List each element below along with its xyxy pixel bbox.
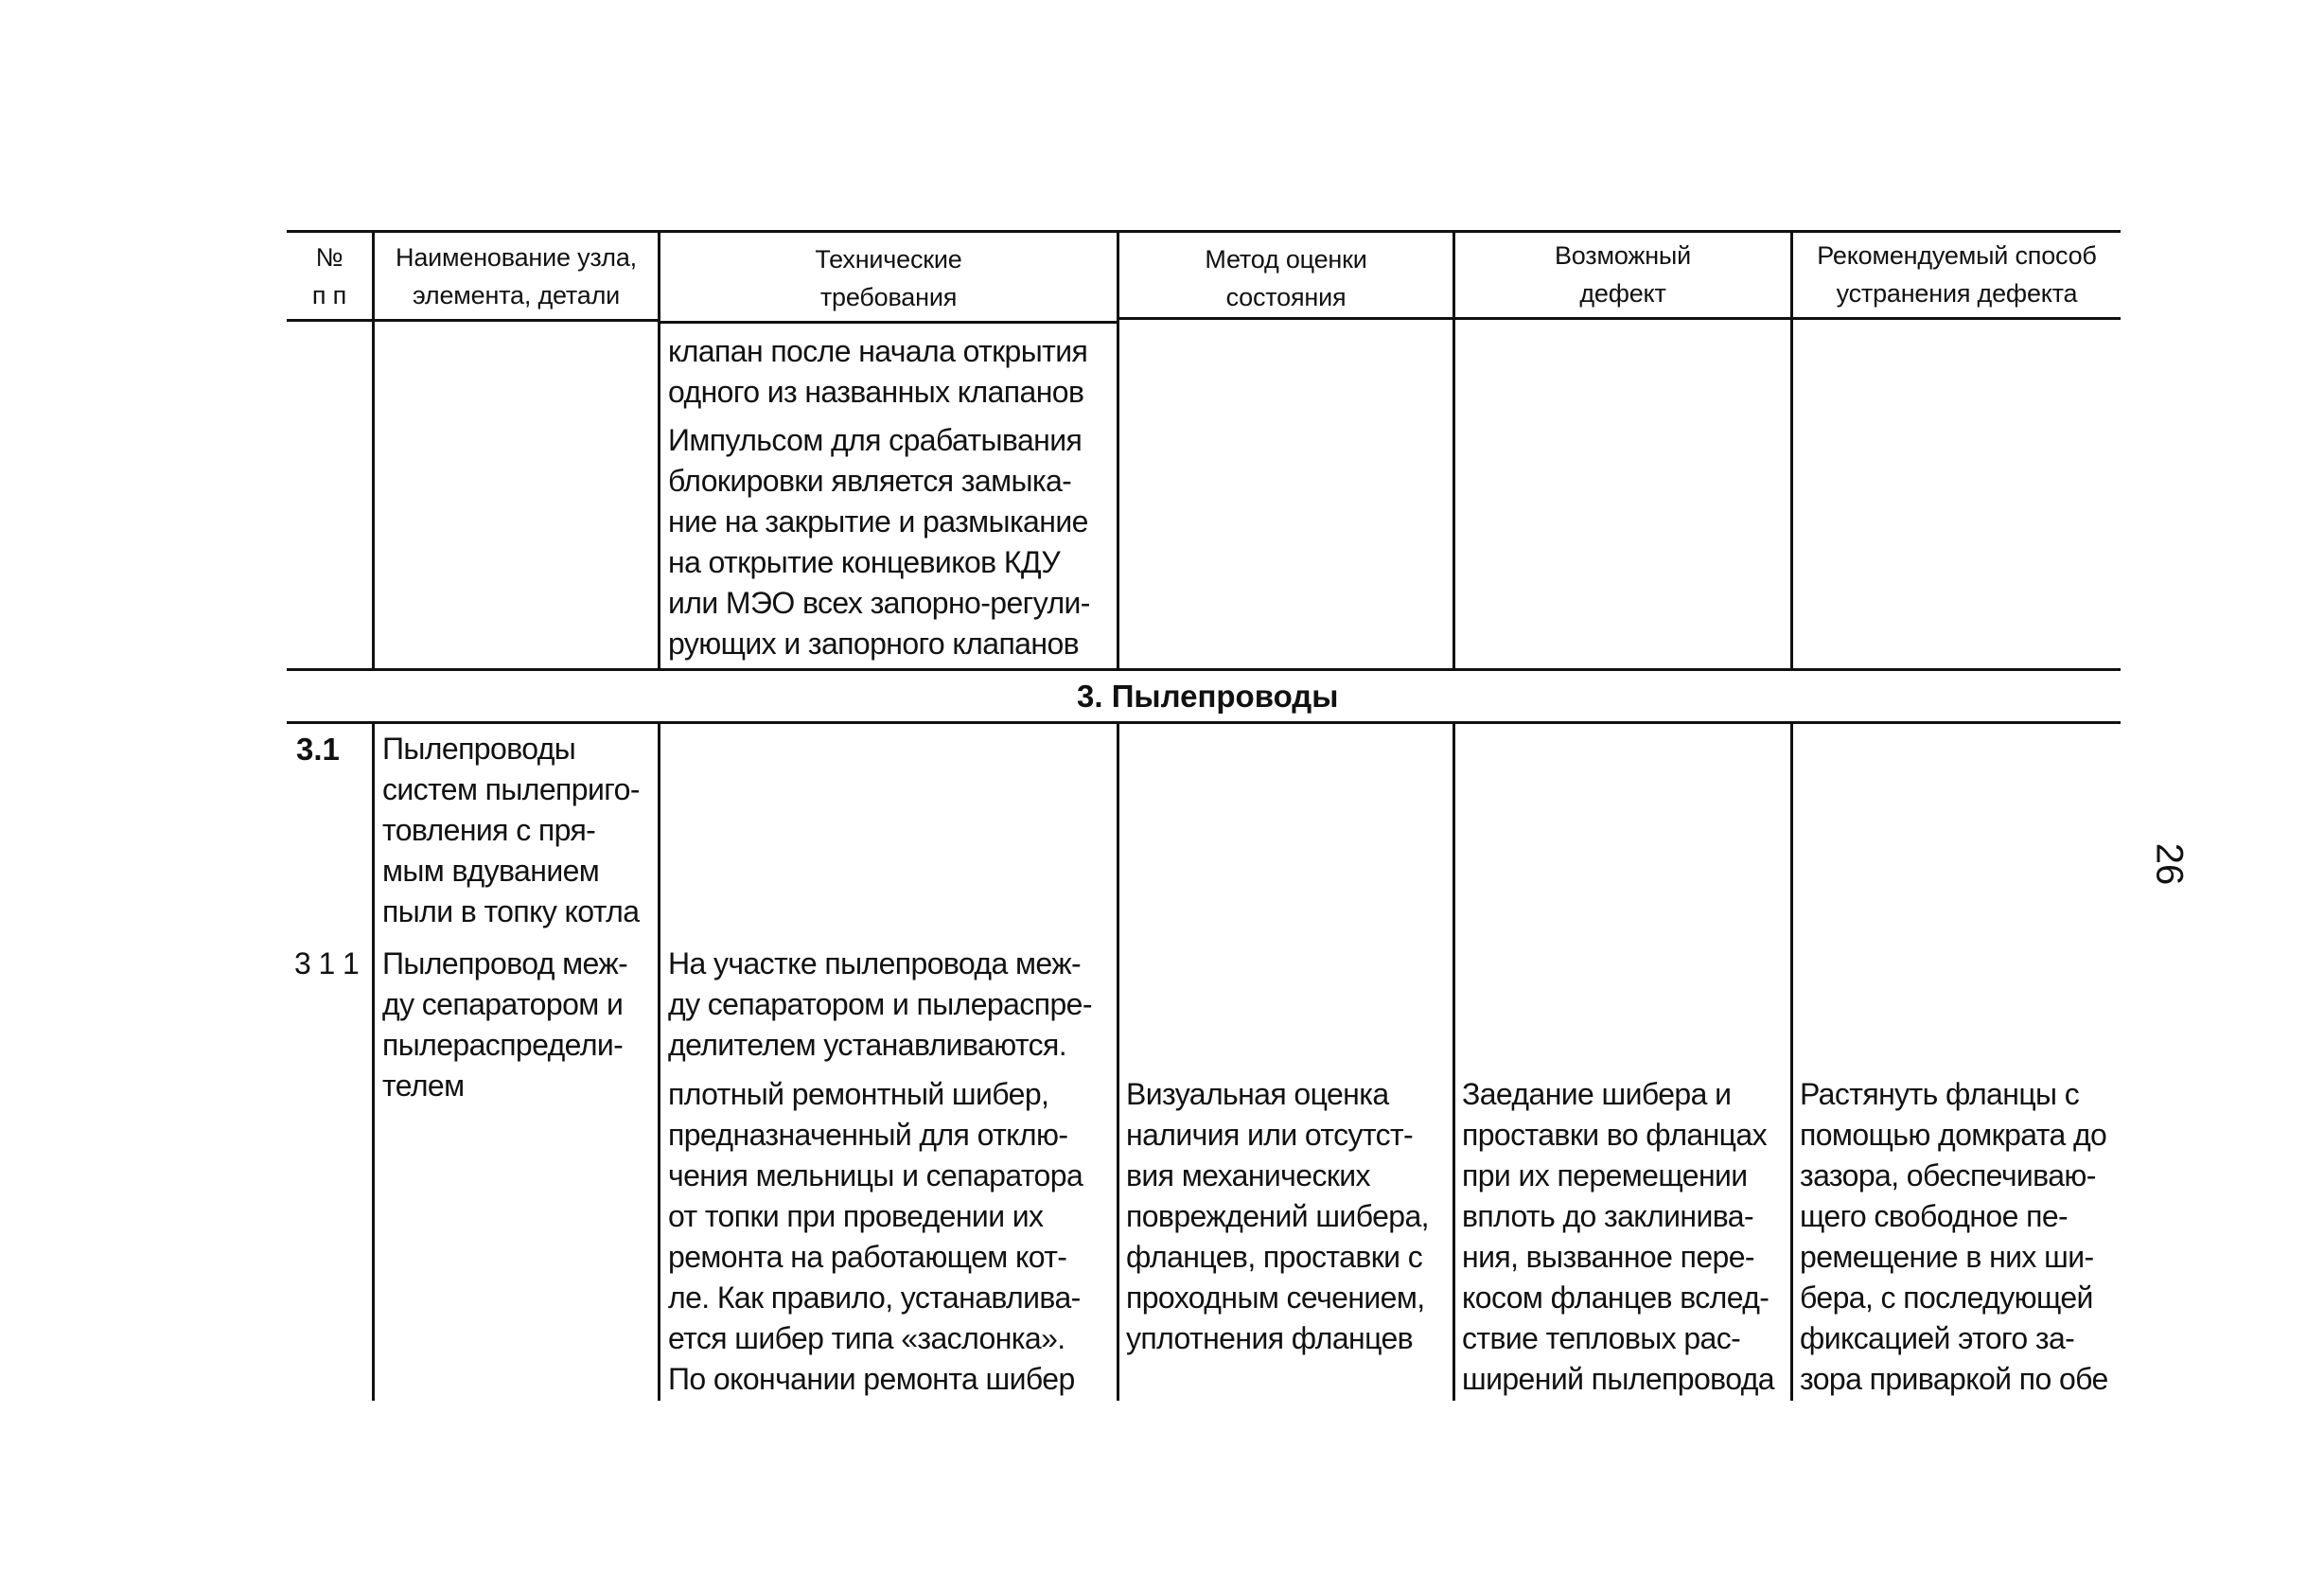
col-divider-5-lower	[1790, 721, 1793, 1401]
row-3-1-1-name	[382, 944, 627, 1106]
header-bottom-rule-left	[287, 319, 658, 322]
header-col-defect-line1: Возможный	[1554, 241, 1692, 270]
row-3-1-1-tech-line: На участке пылепровода меж-	[668, 946, 1082, 980]
row-3-1-1-method-line: наличия или отсутст-	[1126, 1118, 1414, 1152]
row-3-1-1-remedy-line: помощью домкрата до	[1800, 1118, 2107, 1152]
header-col-method	[1119, 240, 1452, 316]
continuation-tech-line: или МЭО всех запорно-регули-	[668, 586, 1090, 620]
header-col-defect-line2: дефект	[1579, 279, 1666, 308]
row-3-1-1-tech-line: ле. Как правило, устанавлива-	[668, 1281, 1081, 1315]
header-bottom-rule-tech	[658, 321, 1117, 324]
row-3-1-1-defect-line: ния, вызванное пере-	[1462, 1240, 1754, 1274]
header-col-name-line2: элемента, детали	[412, 281, 621, 309]
row-3-1-1-defect-text	[1462, 1074, 1774, 1400]
row-3-1-1-method-line: проходным сечением,	[1126, 1281, 1425, 1315]
header-bottom-rule-right	[1117, 317, 2121, 320]
row-3-1-1-tech-line: ду сепаратором и пылераспре-	[668, 987, 1092, 1021]
row-3-1-1-name-line: Пылепровод меж-	[382, 946, 628, 980]
row-3-1-1-defect-line: Заедание шибера и	[1462, 1077, 1732, 1111]
row-3-1-1-tech-line: ремонта на работающем кот-	[668, 1240, 1067, 1274]
header-col-remedy	[1793, 237, 2121, 312]
row-3-1-1-tech-text-b	[668, 1074, 1083, 1400]
row-3-1-1-tech-line: По окончании ремонта шибер	[668, 1362, 1075, 1396]
row-3-1-1-remedy-line: Растянуть фланцы с	[1800, 1077, 2080, 1111]
continuation-tech-line: одного из названных клапанов	[668, 375, 1084, 409]
section-title: 3. Пылепроводы	[1077, 679, 1339, 714]
row-3-1-name	[382, 729, 640, 932]
row-3-1-1-remedy-line: зазора, обеспечиваю-	[1800, 1158, 2096, 1192]
header-col-number-line2: п п	[311, 281, 347, 309]
continuation-tech-line: Импульсом для срабатывания	[668, 423, 1083, 457]
header-col-tech-line2: требования	[819, 283, 958, 311]
col-divider-2-lower	[658, 721, 660, 1401]
section-top-rule	[287, 668, 2121, 671]
section-bottom-rule	[287, 721, 2121, 724]
row-3-1-1-defect-line: ширений пылепровода	[1462, 1362, 1774, 1396]
continuation-tech-line: на открытие концевиков КДУ	[668, 545, 1061, 579]
row-3-1-name-line: мым вдуванием	[382, 854, 600, 888]
row-3-1-name-line: Пылепроводы	[382, 732, 576, 766]
row-3-1-1-defect-line: ствие тепловых рас-	[1462, 1321, 1741, 1355]
row-3-1-1-defect-line: при их перемещении	[1462, 1158, 1748, 1192]
header-col-method-line1: Метод оценки	[1205, 245, 1367, 274]
row-3-1-1-method-line: Визуальная оценка	[1126, 1077, 1389, 1111]
row-3-1-name-line: товления с пря-	[382, 813, 596, 847]
row-3-1-1-method-line: повреждений шибера,	[1126, 1199, 1429, 1233]
row-3-1-1-remedy-line: бера, с последующей	[1800, 1281, 2093, 1315]
header-col-name	[375, 238, 658, 314]
row-3-1-1-tech-line: ется шибер типа «заслонка».	[668, 1321, 1065, 1355]
row-3-1-1-name-line: ду сепаратором и	[382, 987, 624, 1021]
col-divider-3-lower	[1117, 721, 1119, 1401]
row-3-1-1-name-line: пылераспредели-	[382, 1028, 624, 1062]
row-3-1-1-defect-line: вплоть до заклинива-	[1462, 1199, 1754, 1233]
row-3-1-1-remedy-line: фиксацией этого за-	[1800, 1321, 2075, 1355]
row-3-1-1-tech-text-a	[668, 944, 1092, 1066]
continuation-tech-line: рующих и запорного клапанов	[668, 627, 1080, 661]
row-3-1-1-method-text	[1126, 1074, 1429, 1359]
row-3-1-1-method-line: фланцев, проставки с	[1126, 1240, 1423, 1274]
row-3-1-name-line: систем пылеприго-	[382, 772, 640, 806]
continuation-tech-text	[668, 331, 1090, 664]
row-3-1-1-tech-line: от топки при проведении их	[668, 1199, 1044, 1233]
row-3-1-1-name-line: телем	[382, 1069, 465, 1103]
header-col-remedy-line1: Рекомендуемый способ	[1817, 241, 2097, 270]
header-col-number-line1: №	[315, 243, 343, 272]
header-col-number	[287, 238, 372, 314]
continuation-tech-line: блокировки является замыка-	[668, 464, 1072, 498]
row-3-1-1-defect-line: косом фланцев вслед-	[1462, 1281, 1769, 1315]
row-3-1-1-tech-line: делителем устанавливаются.	[668, 1028, 1067, 1062]
row-3-1-1-method-line: вия механических	[1126, 1158, 1370, 1192]
header-col-defect	[1455, 237, 1790, 312]
row-3-1-1-method-line: уплотнения фланцев	[1126, 1321, 1414, 1355]
row-3-1-1-remedy-text	[1800, 1074, 2108, 1400]
row-3-1-1-defect-line: проставки во фланцах	[1462, 1118, 1768, 1152]
row-3-1-1-number: 3 1 1	[294, 946, 360, 980]
col-divider-4-lower	[1452, 721, 1455, 1401]
row-3-1-1-remedy-line: зора приваркой по обе	[1800, 1362, 2108, 1396]
page-number: 26	[2148, 842, 2191, 886]
col-divider-1-lower	[372, 721, 375, 1401]
row-3-1-1-remedy-line: ремещение в них ши-	[1800, 1240, 2094, 1274]
header-col-name-line1: Наименование узла,	[396, 243, 637, 272]
row-3-1-1-remedy-line: щего свободное пе-	[1800, 1199, 2069, 1233]
row-3-1-1-tech-line: плотный ремонтный шибер,	[668, 1077, 1049, 1111]
row-3-1-number: 3.1	[296, 732, 340, 767]
table-top-rule	[287, 230, 2121, 233]
row-3-1-1-tech-line: предназначенный для отклю-	[668, 1118, 1068, 1152]
row-3-1-1-tech-line: чения мельницы и сепаратора	[668, 1158, 1083, 1192]
continuation-tech-line: ние на закрытие и размыкание	[668, 504, 1088, 539]
header-col-tech	[660, 240, 1117, 316]
header-col-method-line2: состояния	[1225, 283, 1347, 311]
header-col-tech-line1: Технические	[815, 245, 962, 274]
continuation-tech-line: клапан после начала открытия	[668, 334, 1088, 368]
row-3-1-name-line: пыли в топку котла	[382, 894, 640, 928]
header-col-remedy-line2: устранения дефекта	[1836, 279, 2078, 308]
